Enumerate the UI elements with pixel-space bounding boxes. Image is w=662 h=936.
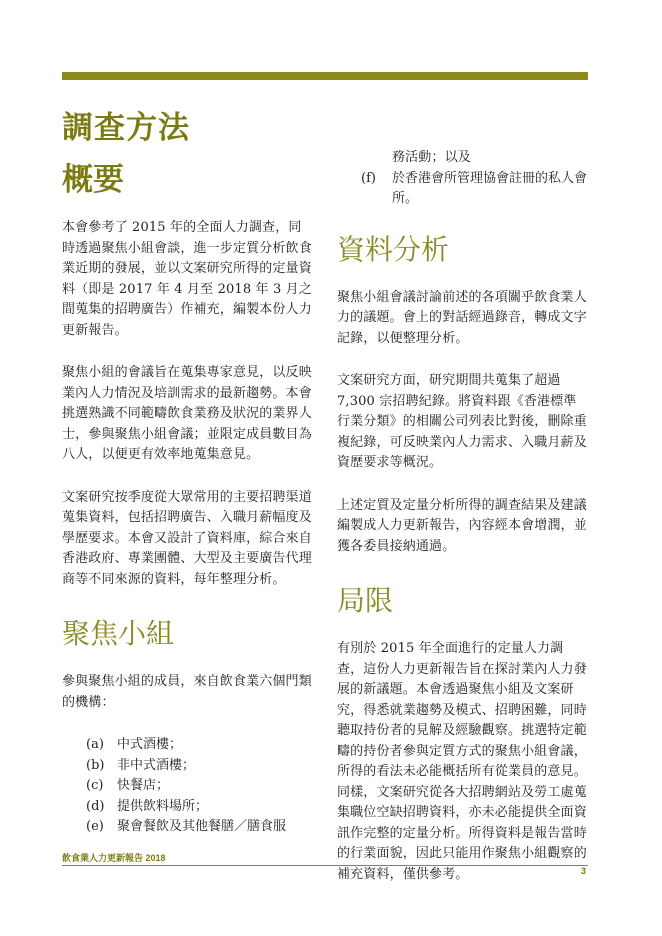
list-item [86, 797, 312, 818]
right-column [337, 148, 588, 907]
list-text: 於香港會所管理協會註冊的私人會所。 [392, 170, 588, 206]
footer-rule [62, 865, 588, 866]
analysis-paragraph-3: 上述定質及定量分析所得的調查結果及建議編製成人力更新報告，內容經本會增潤，並獲各委員接納通過。 [337, 497, 587, 554]
analysis-heading: 資料分析 [337, 232, 450, 266]
summary-paragraph-1: 本會參考了 2015 年的全面人力調查，同時透過聚焦小組會談，進一步定質分析飲食業近期的發展，並以文案研究所得的定量資料（即是 2017 年 4 月至 2018 年 3 月之間蒐集的招聘廣告）作補充，編製本份人力更新報告。 [62, 220, 312, 338]
focus-group-list [62, 735, 312, 838]
list-text: 非中式酒樓； [117, 757, 196, 773]
limitations-heading: 局限 [337, 584, 394, 617]
list-text: 提供飲料場所； [117, 798, 209, 814]
list-marker: (f) [361, 170, 376, 186]
list-text: 聚會餐飲及其他餐膳／膳食服 [117, 819, 287, 834]
list-item [361, 169, 588, 210]
footer-report-title: 飲食業人力更新報告 2018 [62, 853, 166, 863]
focus-group-intro: 參與聚焦小組的成員，來自飲食業六個門類的機構： [62, 674, 312, 710]
list-text: 中式酒樓； [117, 737, 183, 752]
list-item-e-continued: 務活動；以及 [392, 150, 471, 165]
page-title: 調查方法 [62, 110, 190, 146]
list-item [86, 817, 312, 838]
analysis-paragraph-2: 文案研究方面，研究期間共蒐集了超過 7,300 宗招聘紀錄。將資料跟《香港標準行業分類》的相關公司列表比對後，刪除重複紀錄，可反映業內人力需求、入職月薪及資歷要求等概況。 [337, 373, 587, 470]
list-marker: (e) [86, 819, 104, 834]
list-marker: (d) [86, 798, 105, 814]
summary-heading: 概要 [62, 162, 124, 198]
list-text: 快餐店； [117, 778, 170, 793]
summary-paragraph-2: 聚焦小組的會議旨在蒐集專家意見，以反映業內人力情況及培訓需求的最新趨勢。本會挑選熟識不同範疇飲食業務及狀況的業界人士，參與聚焦小組會議；並限定成員數目為八人，以便更有效率地蒐集意見。 [62, 365, 312, 462]
list-continued [337, 169, 588, 210]
focus-group-heading: 聚焦小組 [62, 617, 175, 650]
list-marker: (b) [86, 757, 105, 773]
summary-paragraph-3: 文案研究按季度從大眾常用的主要招聘渠道蒐集資料，包括招聘廣告、入職月薪幅度及學歷要求。本會又設計了資料庫，綜合來自香港政府、專業團體、大型及主要廣告代理商等不同來源的資料，每年整理分析。 [62, 489, 312, 587]
left-column [62, 158, 312, 838]
page-number: 3 [580, 866, 586, 876]
list-item [86, 735, 312, 756]
analysis-paragraph-1: 聚焦小組會議討論前述的各項關乎飲食業人力的議題。會上的對話經過錄音，轉成文字記錄，以便整理分析。 [337, 289, 587, 346]
limitations-paragraph: 有別於 2015 年全面進行的定量人力調查，這份人力更新報告旨在探討業內人力發展的新議題。本會透過聚焦小組及文案研究，得悉就業趨勢及模式、招聘困難，同時聽取持份者的見解及經驗觀察。挑選特定範疇的持份者參與定質方式的聚焦小組會議，所得的看法未必能概括所有從業員的意見。同樣，文案研究從各大招聘網站及勞工處蒐集職位空缺招聘資料，亦未必能提供全面資訊作完整的定量分析。所得資料是報告當時的行業面貌，因此只能用作聚焦小組觀察的補充資料，僅供參考。 [337, 641, 587, 882]
list-item [86, 776, 312, 797]
list-marker: (a) [86, 737, 104, 752]
list-item [86, 756, 312, 777]
focus-group-list-continued [337, 148, 588, 210]
header-rule [62, 72, 588, 80]
list-marker: (c) [86, 778, 104, 793]
